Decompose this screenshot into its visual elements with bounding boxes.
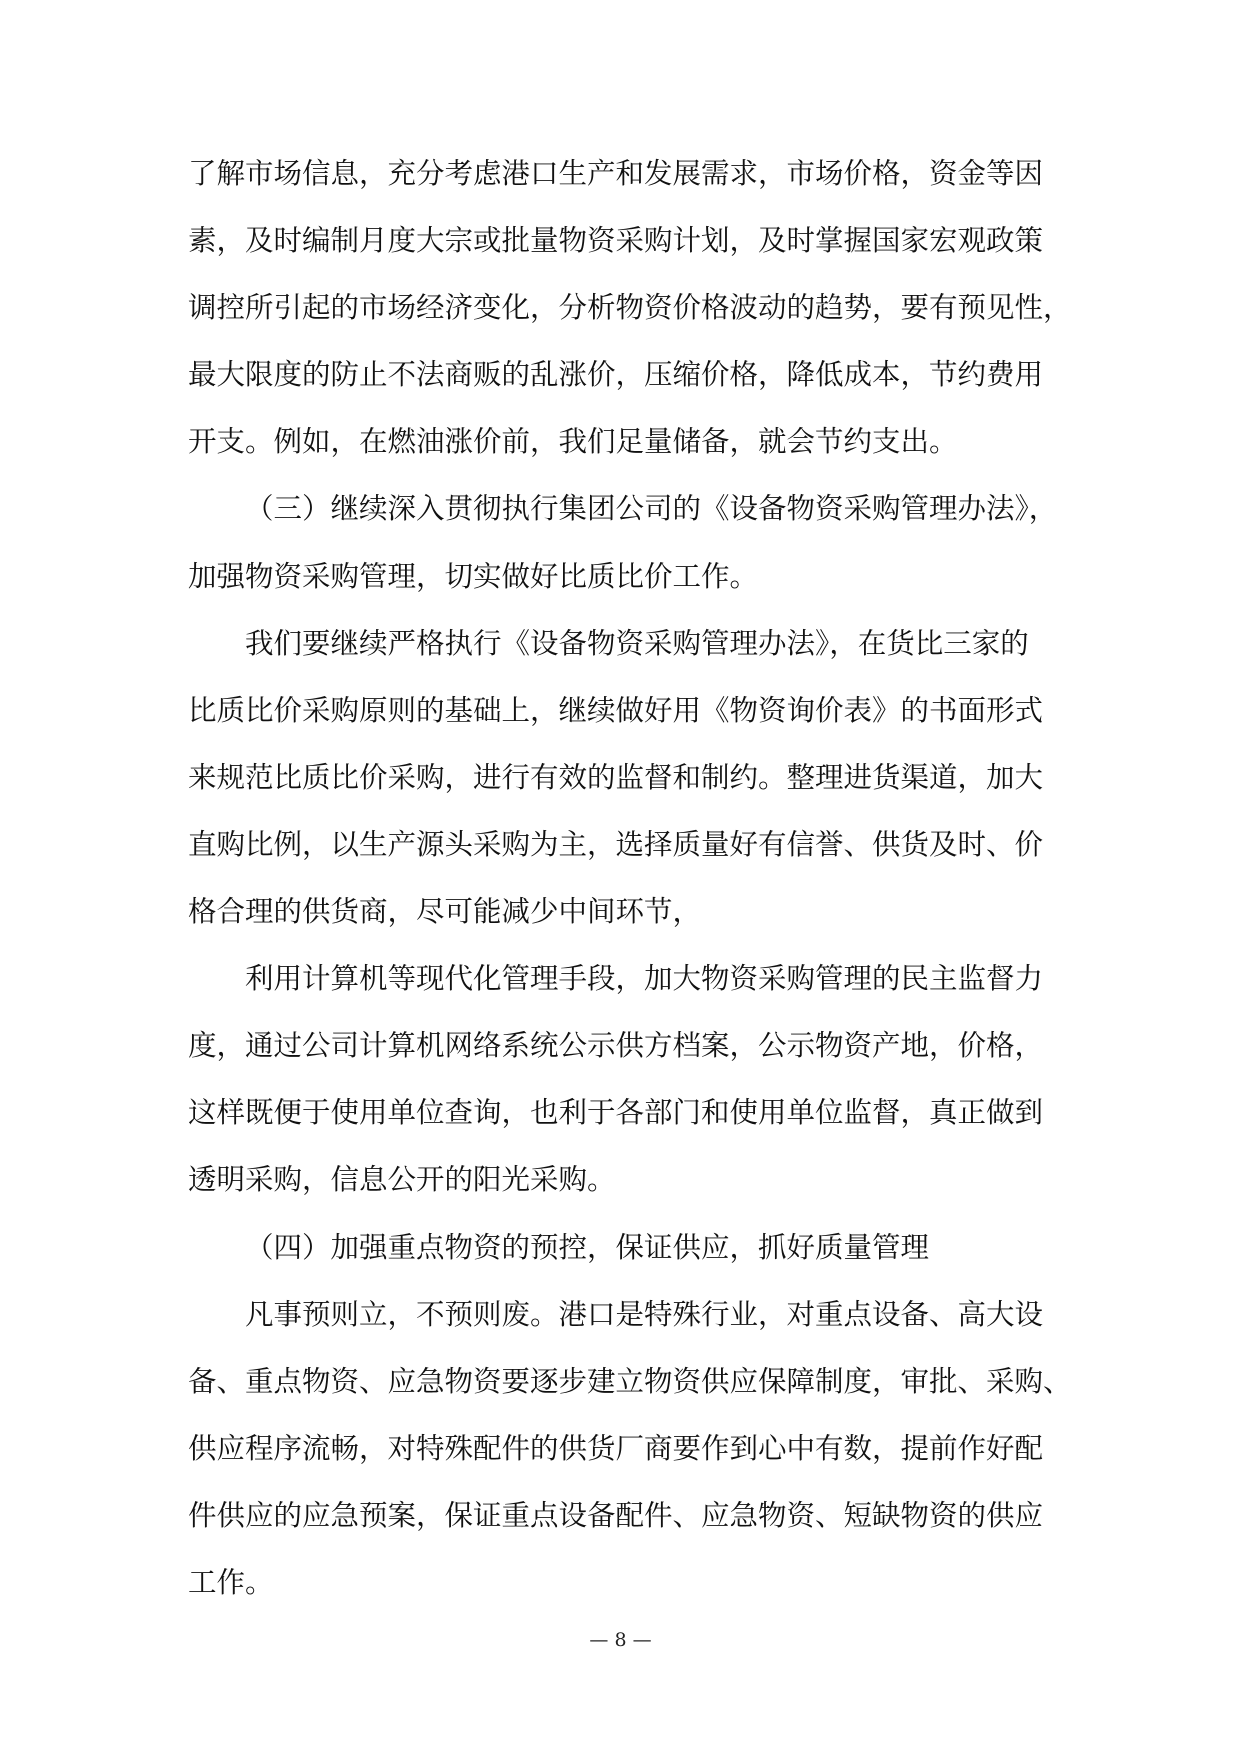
text-line: 加强物资采购管理，切实做好比质比价工作。 <box>188 559 759 593</box>
body-text <box>188 155 1072 1631</box>
text-line: 我们要继续严格执行《设备物资采购管理办法》，在货比三家的 <box>245 626 1029 660</box>
text-line: 格合理的供货商，尽可能减少中间环节， <box>188 895 702 929</box>
text-line: 最大限度的防止不法商贩的乱涨价，压缩价格，降低成本，节约费用 <box>188 358 1044 392</box>
text-line: 来规范比质比价采购，进行有效的监督和制约。整理进货渠道，加大 <box>188 760 1044 794</box>
text-line: 调控所引起的市场经济变化，分析物资价格波动的趋势，要有预见性， <box>188 291 1072 325</box>
text-line: 备、重点物资、应急物资要逐步建立物资供应保障制度，审批、采购、 <box>188 1364 1072 1398</box>
text-line: 比质比价采购原则的基础上，继续做好用《物资询价表》的书面形式 <box>188 693 1044 727</box>
text-line: 工作。 <box>188 1565 274 1599</box>
text-line: 件供应的应急预案，保证重点设备配件、应急物资、短缺物资的供应 <box>188 1498 1044 1532</box>
section-heading-4: （四）加强重点物资的预控，保证供应，抓好质量管理 <box>245 1230 930 1264</box>
page-number: — 8 — <box>589 1629 652 1651</box>
section-heading-3: （三）继续深入贯彻执行集团公司的《设备物资采购管理办法》， <box>245 492 1058 526</box>
text-line: 直购比例，以生产源头采购为主，选择质量好有信誉、供货及时、价 <box>188 827 1044 861</box>
text-line: 这样既便于使用单位查询，也利于各部门和使用单位监督，真正做到 <box>188 1096 1044 1130</box>
text-line: 凡事预则立，不预则废。港口是特殊行业，对重点设备、高大设 <box>245 1297 1044 1331</box>
text-line: 利用计算机等现代化管理手段，加大物资采购管理的民主监督力 <box>245 962 1044 996</box>
text-line: 开支。例如，在燃油涨价前，我们足量储备，就会节约支出。 <box>188 425 958 459</box>
text-line: 素，及时编制月度大宗或批量物资采购计划，及时掌握国家宏观政策 <box>188 224 1044 258</box>
text-line: 度，通过公司计算机网络系统公示供方档案，公示物资产地，价格， <box>188 1029 1044 1063</box>
text-line: 透明采购，信息公开的阳光采购。 <box>188 1163 616 1197</box>
text-line: 供应程序流畅，对特殊配件的供货厂商要作到心中有数，提前作好配 <box>188 1431 1044 1465</box>
text-line: 了解市场信息，充分考虑港口生产和发展需求，市场价格，资金等因 <box>188 157 1044 190</box>
